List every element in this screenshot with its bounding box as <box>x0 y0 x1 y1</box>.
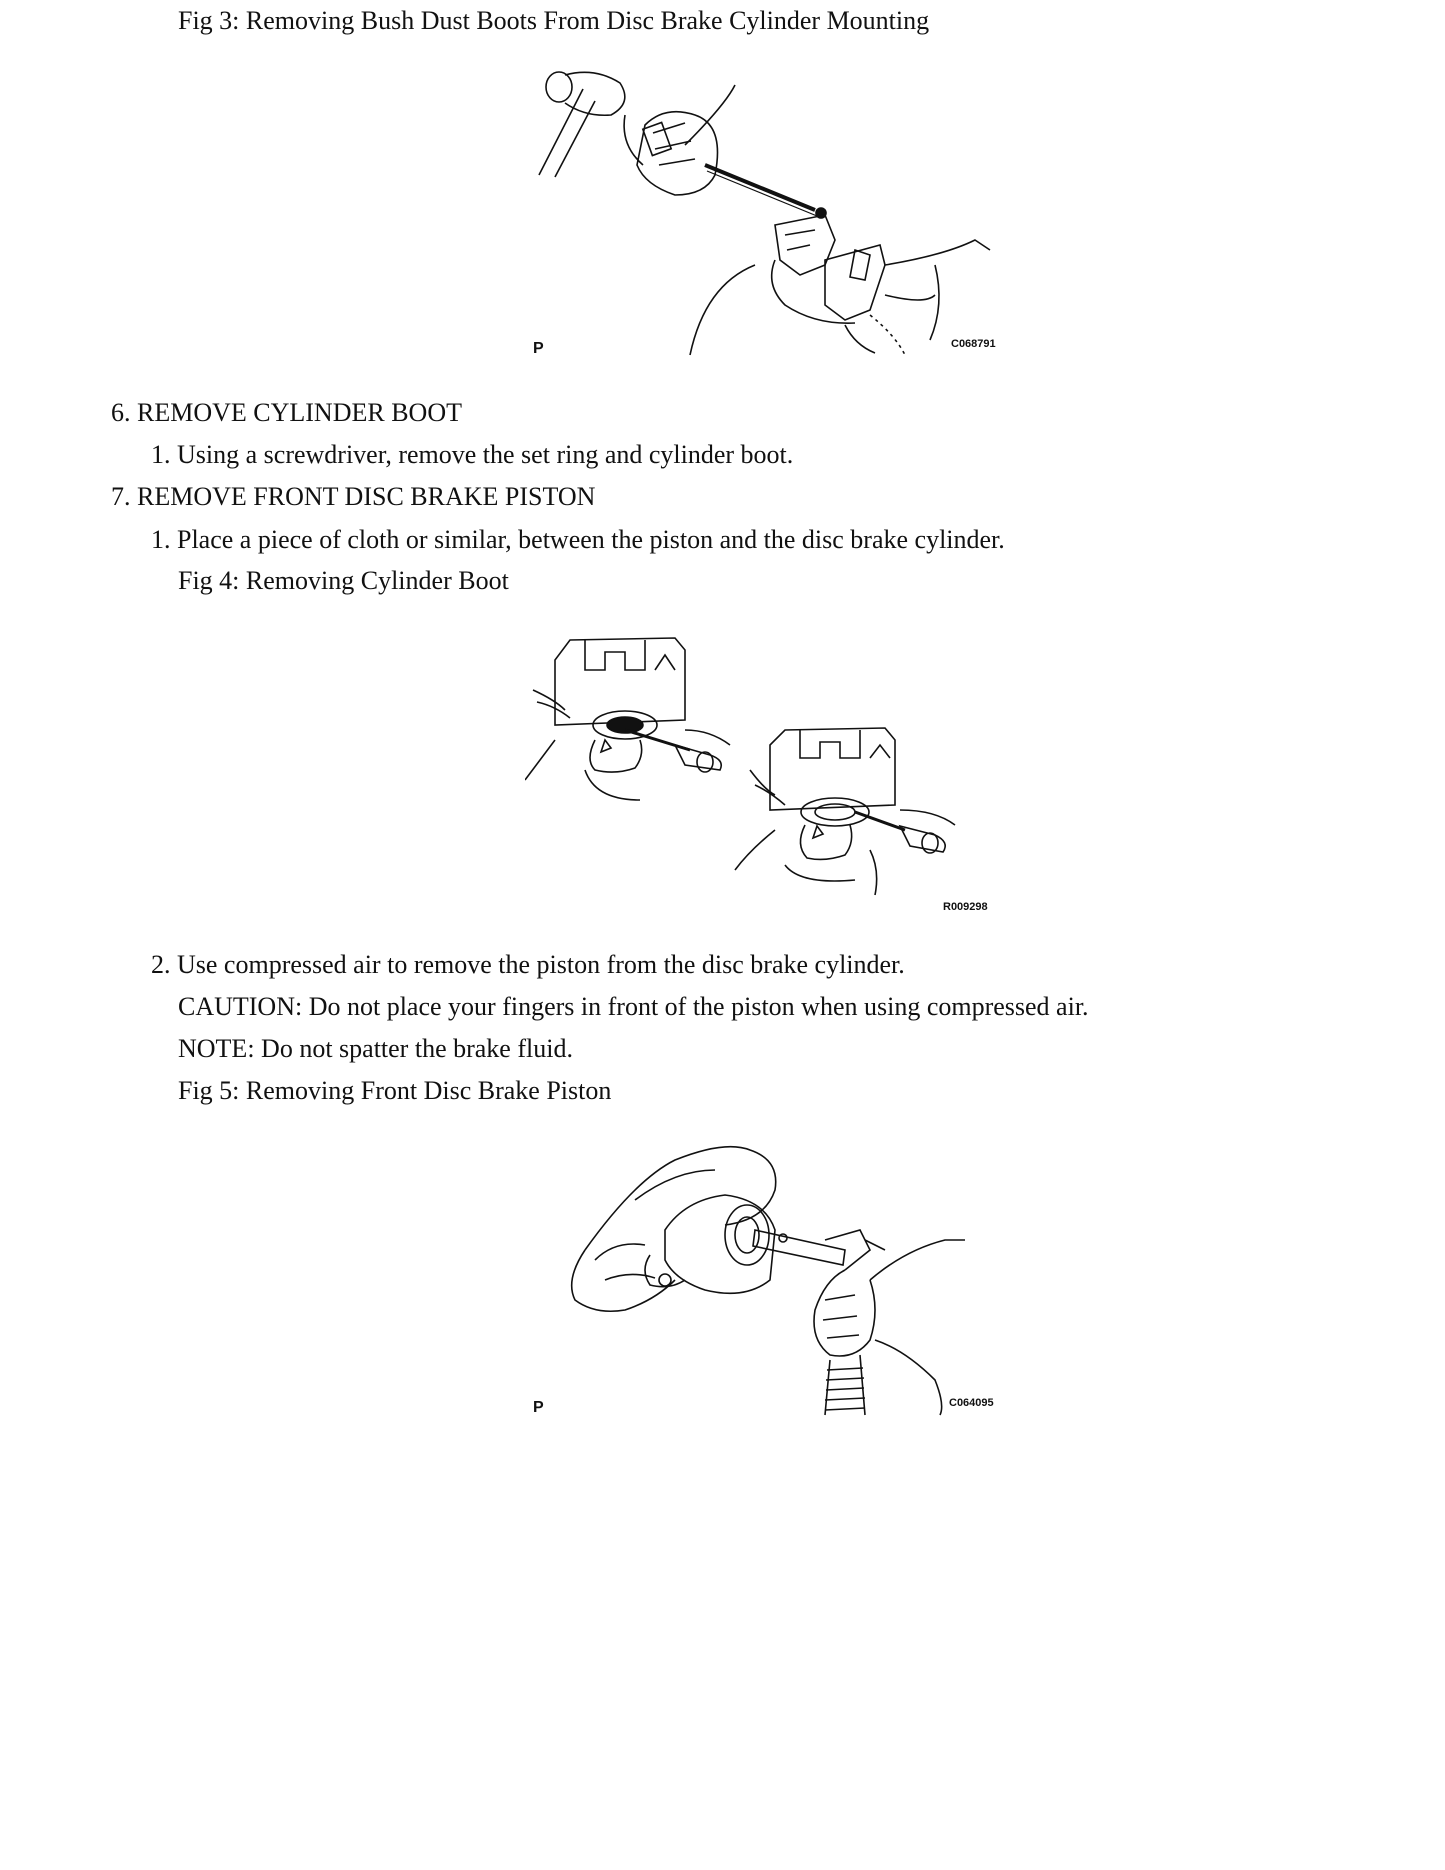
fig4-code: R009298 <box>943 901 988 910</box>
fig3-illustration <box>525 65 1005 365</box>
fig4-illustration <box>525 630 1005 910</box>
fig4-caption: Fig 4: Removing Cylinder Boot <box>178 566 509 595</box>
fig5-code: C064095 <box>949 1397 994 1409</box>
fig3-caption: Fig 3: Removing Bush Dust Boots From Disc Brake Cylinder Mounting <box>178 6 930 35</box>
fig3-code: C068791 <box>951 338 996 350</box>
step6-heading: 6. REMOVE CYLINDER BOOT <box>111 398 462 427</box>
step6-sub1: 1. Using a screwdriver, remove the set ring and cylinder boot. <box>151 440 794 469</box>
step7-note: NOTE: Do not spatter the brake fluid. <box>178 1034 573 1063</box>
fig3-p-mark: P <box>533 340 544 357</box>
fig5-caption: Fig 5: Removing Front Disc Brake Piston <box>178 1076 612 1105</box>
step7-heading: 7. REMOVE FRONT DISC BRAKE PISTON <box>111 482 596 511</box>
step7-caution: CAUTION: Do not place your fingers in front of the piston when using compressed air. <box>178 992 1089 1021</box>
fig5-p-mark: P <box>533 1399 544 1416</box>
fig5-illustration <box>525 1140 1005 1420</box>
step7-sub1: 1. Place a piece of cloth or similar, between the piston and the disc brake cylinder. <box>151 525 1005 554</box>
step7-sub2: 2. Use compressed air to remove the piston from the disc brake cylinder. <box>151 950 905 979</box>
